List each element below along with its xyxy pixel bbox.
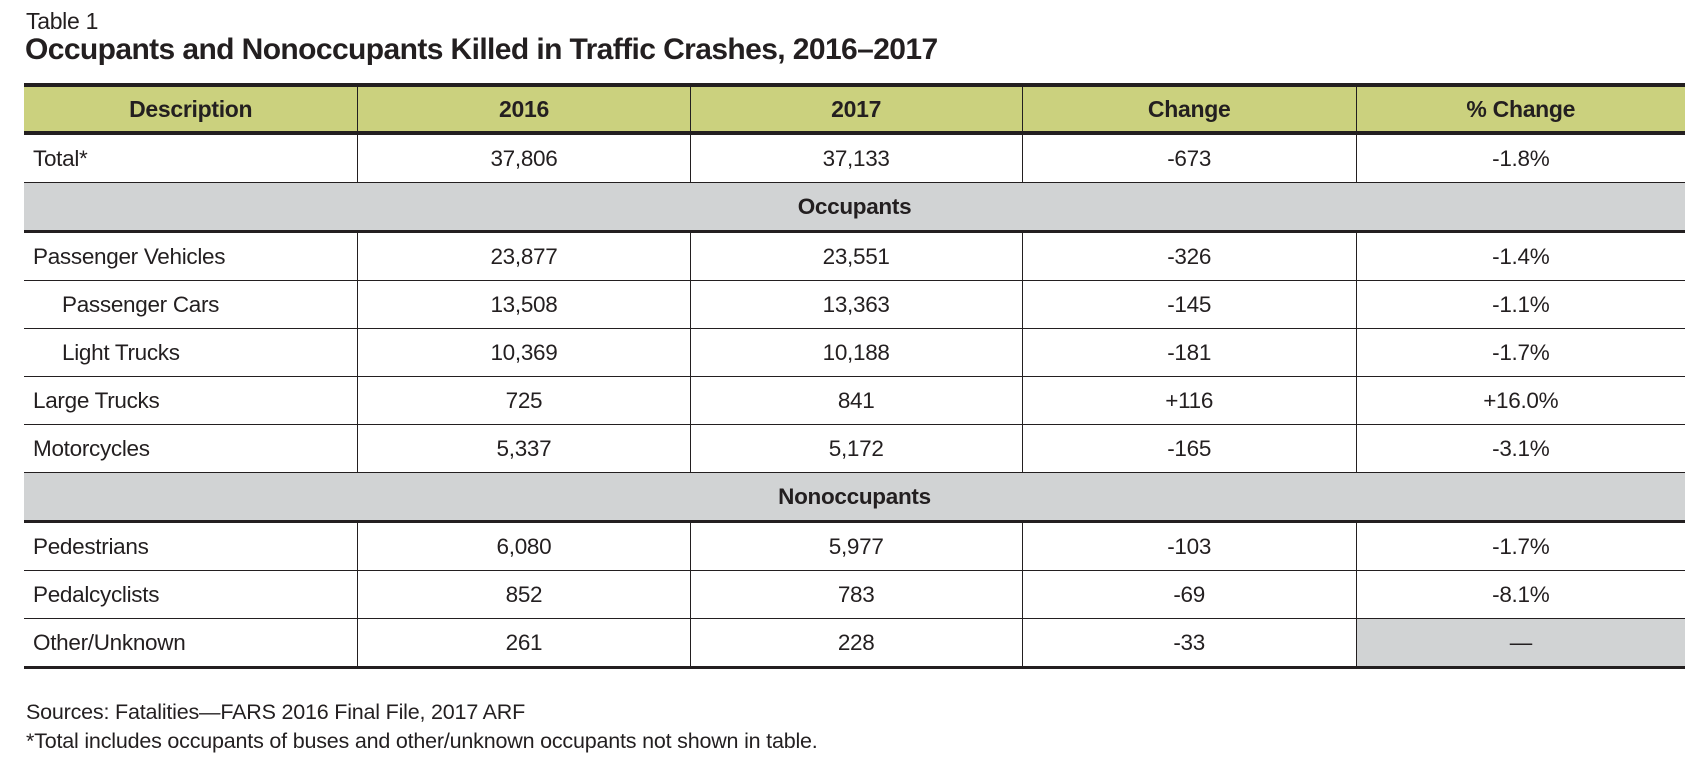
cell-description: Light Trucks [24, 329, 358, 377]
total-footnote: *Total includes occupants of buses and other/unknown occupants not shown in table. [26, 729, 818, 754]
row-pedalcyclists [24, 571, 1685, 619]
cell-change: -33 [1022, 619, 1356, 668]
row-total [24, 133, 1685, 183]
cell-description: Total* [24, 133, 358, 183]
cell-2017: 783 [690, 571, 1022, 619]
row-pedestrians [24, 522, 1685, 571]
sources-note: Sources: Fatalities—FARS 2016 Final File, 2017 ARF [26, 700, 526, 724]
cell-description: Passenger Vehicles [24, 232, 358, 281]
cell-description: Other/Unknown [24, 619, 358, 668]
cell-change: +116 [1022, 377, 1356, 425]
cell-2016: 10,369 [358, 329, 690, 377]
section-row-nonoccupants [24, 473, 1685, 522]
column-header-pct-change: % Change [1356, 85, 1685, 133]
cell-2016: 13,508 [358, 281, 690, 329]
cell-change: -145 [1022, 281, 1356, 329]
cell-description: Passenger Cars [24, 281, 358, 329]
row-large-trucks [24, 377, 1685, 425]
cell-2016: 37,806 [358, 133, 690, 183]
cell-2017: 5,172 [690, 425, 1022, 473]
cell-2017: 23,551 [690, 232, 1022, 281]
cell-change: -103 [1022, 522, 1356, 571]
cell-description: Large Trucks [24, 377, 358, 425]
row-motorcycles [24, 425, 1685, 473]
cell-2017: 841 [690, 377, 1022, 425]
row-other-unknown [24, 619, 1685, 668]
cell-2016: 5,337 [358, 425, 690, 473]
cell-pct-change: -1.4% [1356, 232, 1685, 281]
header-row [24, 85, 1685, 133]
cell-2016: 852 [358, 571, 690, 619]
cell-2016: 6,080 [358, 522, 690, 571]
cell-change: -181 [1022, 329, 1356, 377]
cell-change: -69 [1022, 571, 1356, 619]
column-header-change: Change [1022, 85, 1356, 133]
column-header-2017: 2017 [690, 85, 1022, 133]
footnotes [26, 698, 818, 756]
cell-pct-change: +16.0% [1356, 377, 1685, 425]
cell-change: -673 [1022, 133, 1356, 183]
cell-2016: 23,877 [358, 232, 690, 281]
table-title: Occupants and Nonoccupants Killed in Traffic Crashes, 2016–2017 [25, 33, 938, 66]
section-row-occupants [24, 183, 1685, 232]
cell-change: -165 [1022, 425, 1356, 473]
cell-2016: 261 [358, 619, 690, 668]
cell-change: -326 [1022, 232, 1356, 281]
section-header-nonoccupants: Nonoccupants [24, 473, 1685, 522]
row-light-trucks [24, 329, 1685, 377]
cell-description: Pedestrians [24, 522, 358, 571]
cell-pct-change: -8.1% [1356, 571, 1685, 619]
column-header-description: Description [24, 85, 358, 133]
cell-pct-change: -1.1% [1356, 281, 1685, 329]
cell-2017: 10,188 [690, 329, 1022, 377]
cell-description: Motorcycles [24, 425, 358, 473]
cell-2017: 228 [690, 619, 1022, 668]
cell-pct-change: -1.7% [1356, 522, 1685, 571]
cell-pct-change: -1.7% [1356, 329, 1685, 377]
cell-2017: 37,133 [690, 133, 1022, 183]
cell-pct-change: — [1356, 619, 1685, 668]
section-header-occupants: Occupants [24, 183, 1685, 232]
table-number: Table 1 [26, 8, 99, 34]
cell-2016: 725 [358, 377, 690, 425]
row-passenger-vehicles [24, 232, 1685, 281]
cell-pct-change: -1.8% [1356, 133, 1685, 183]
cell-description: Pedalcyclists [24, 571, 358, 619]
fatalities-table [24, 83, 1685, 669]
column-header-2016: 2016 [358, 85, 690, 133]
cell-2017: 13,363 [690, 281, 1022, 329]
cell-pct-change: -3.1% [1356, 425, 1685, 473]
row-passenger-cars [24, 281, 1685, 329]
cell-2017: 5,977 [690, 522, 1022, 571]
